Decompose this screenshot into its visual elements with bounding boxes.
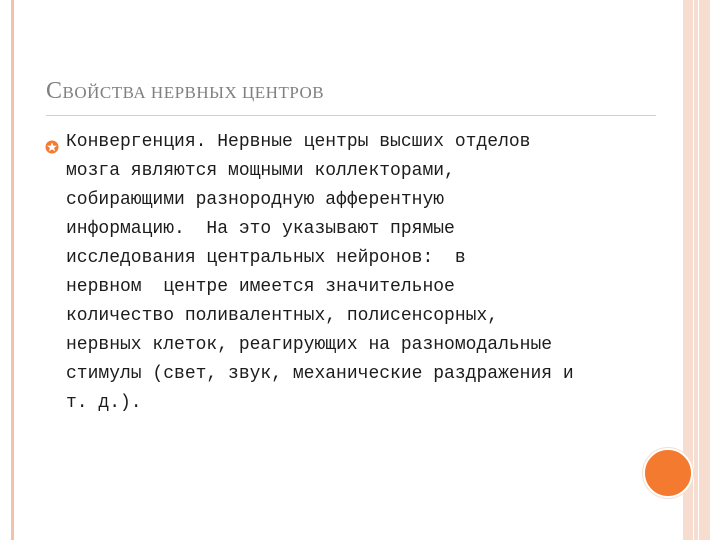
body-line: Конвергенция. Нервные центры высших отделов <box>66 132 531 152</box>
frame-right-line <box>693 0 694 540</box>
body-line: исследования центральных нейронов: в <box>66 248 466 268</box>
body-line: количество поливалентных, полисенсорных, <box>66 306 499 326</box>
body-line: нервном центре имеется значительное <box>66 277 455 297</box>
star-bullet-icon <box>45 140 59 154</box>
frame-left-border <box>11 0 14 540</box>
slide-title <box>46 78 324 105</box>
body-line: мозга являются мощными коллекторами, <box>66 161 455 181</box>
title-divider <box>46 115 656 116</box>
orange-circle-decoration <box>643 448 693 498</box>
slide-title-initial: С <box>46 78 63 104</box>
body-line: собирающими разнородную афферентную <box>66 190 445 210</box>
body-line: информацию. На это указывают прямые <box>66 219 455 239</box>
slide-body <box>66 128 666 418</box>
frame-right-line <box>698 0 699 540</box>
body-line: нервных клеток, реагирующих на разномодальные <box>66 335 553 355</box>
body-line: стимулы (свет, звук, механические раздражения и <box>66 364 574 384</box>
body-line: т. д.). <box>66 393 142 413</box>
slide-title-rest: ВОЙСТВА НЕРВНЫХ ЦЕНТРОВ <box>62 83 325 102</box>
